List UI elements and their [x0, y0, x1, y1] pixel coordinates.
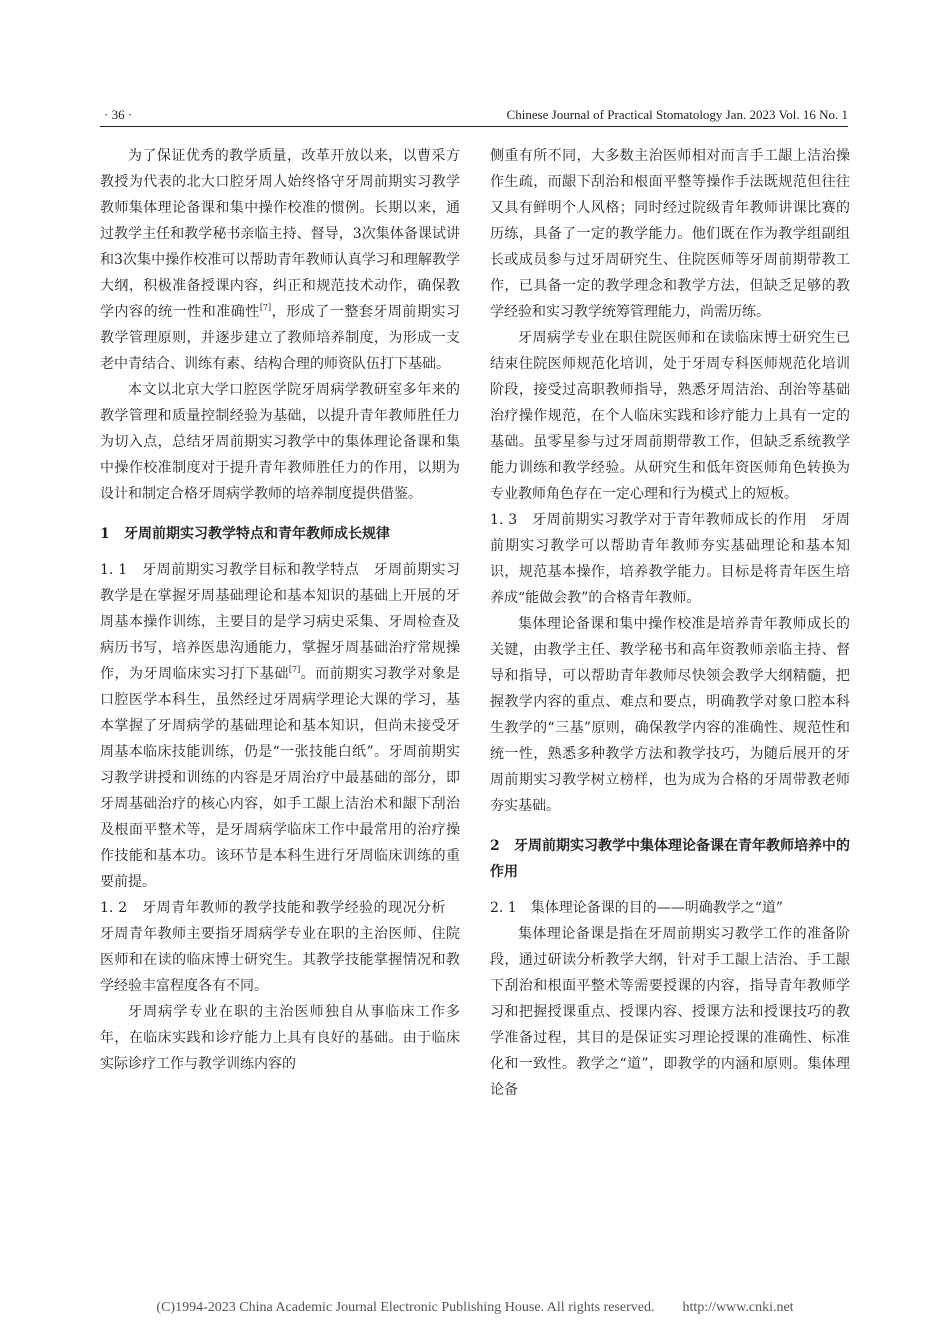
right-column [490, 143, 850, 1103]
paragraph-2-1: 集体理论备课是指在牙周前期实习教学工作的准备阶段，通过研读分析教学大纲，针对手工龈上洁治、手工龈下刮治和根面平整术等需要授课的内容，指导青年教师学习和把握授课重点、授课内容、授课方法和授课技巧的教学准备过程，其目的是保证实习理论授课的准确性、标准化和一致性。教学之“道”，即教学的内涵和原则。集体理论备 [490, 926, 850, 1098]
subsection-2-1-heading: 2. 1 集体理论备课的目的——明确教学之“道” [490, 900, 784, 916]
paragraph-attending-physicians: 牙周病学专业在职的主治医师独自从事临床工作多年，在临床实践和诊疗能力上具有良好的基础。由于临床实际诊疗工作与教学训练内容的 [100, 1004, 460, 1072]
page-number: · 36 · [104, 107, 133, 122]
citation-ref[interactable]: [7] [259, 303, 272, 312]
journal-citation: Chinese Journal of Practical Stomatology Jan. 2023 Vol. 16 No. 1 [506, 107, 848, 122]
subsection-1-3: 1. 3 牙周前期实习教学对于青年教师成长的作用 牙周前期实习教学可以帮助青年教师夯实基础理论和基本知识，规范基本操作，培养教学能力。目标是将青年医生培养成“能做会教”的合格青年教师。 [490, 512, 851, 606]
running-header [100, 104, 848, 127]
citation-ref[interactable]: [7] [288, 665, 301, 674]
paragraph-collective-prep: 集体理论备课和集中操作校准是培养青年教师成长的关键，由教学主任、教学秘书和高年资教师亲临主持、督导和指导，可以帮助青年教师尽快领会教学大纲精髓，把握教学内容的重点、难点和要点，明确教学对象口腔本科生教学的“三基”原则，确保教学内容的准确性、规范性和统一性，熟悉多种教学方法和教学技巧，为随后展开的牙周前期实习教学树立榜样，也为成为合格的牙周带教老师夯实基础。 [490, 616, 850, 814]
intro-paragraph-2: 本文以北京大学口腔医学院牙周病学教研室多年来的教学管理和质量控制经验为基础，以提升青年教师胜任力为切入点，总结牙周前期实习教学中的集体理论备课和集中操作校准制度对于提升青年教师胜任力的作用，以期为设计和制定合格牙周病学教师的培养制度提供借鉴。 [100, 382, 460, 502]
subsection-1-2-heading: 1. 2 牙周青年教师的教学技能和教学经验的现况分析 [100, 900, 446, 916]
subsection-1-1: 1. 1 牙周前期实习教学目标和教学特点 牙周前期实习教学是在掌握牙周基础理论和基本知识的基础上开展的牙周基本操作训练，主要目的是学习病史采集、牙周检查及病历书写，培养医患沟通能力，掌握牙周基础治疗常规操作，为牙周临床实习打下基础[7]。而前期实习教学对象是口腔医学本科生，虽然经过牙周病学理论大课的学习，基本掌握了牙周病学的基础理论和基本知识，但尚未接受牙周基本临床技能训练，仍是“一张技能白纸”。牙周前期实习教学讲授和训练的内容是牙周治疗中最基础的部分，即牙周基础治疗的核心内容，如手工龈上洁治术和龈下刮治及根面平整术等，是牙周病学临床工作中最常用的治疗操作技能和基本功。该环节是本科生进行牙周临床训练的重要前提。 [100, 562, 461, 890]
subsection-1-2: 1. 2 牙周青年教师的教学技能和教学经验的现况分析 牙周青年教师主要指牙周病学专业在职的主治医师、住院医师和在读的临床博士研究生。其教学技能掌握情况和教学经验丰富程度各有不同。 [100, 900, 460, 994]
paragraph-continuation: 侧重有所不同，大多数主治医师相对而言手工龈上洁治操作生疏，而龈下刮治和根面平整等操作手法既规范但往往又具有鲜明个人风格；同时经过院级青年教师讲课比赛的历练，具备了一定的教学能力。他们既在作为教学组副组长或成员参与过牙周研究生、住院医师等牙周前期带教工作，已具备一定的教学理念和教学方法，但缺乏足够的教学经验和实习教学统筹管理能力，尚需历练。 [490, 148, 850, 320]
subsection-1-1-heading: 1. 1 牙周前期实习教学目标和教学特点 [100, 562, 360, 578]
intro-paragraph-1: 为了保证优秀的教学质量，改革开放以来，以曹采方教授为代表的北大口腔牙周人始终恪守牙周前期实习教学教师集体理论备课和集中操作校准的惯例。长期以来，通过教学主任和教学秘书亲临主持、督导，3次集体备课试讲和3次集中操作校准可以帮助青年教师认真学习和理解教学大纲，积极准备授课内容，纠正和规范技术动作，确保教学内容的统一性和准确性[7]，形成了一整套牙周前期实习教学管理原则，并逐步建立了教师培养制度，为形成一支老中青结合、训练有素、结构合理的师资队伍打下基础。 [100, 148, 461, 372]
paragraph-residents: 牙周病学专业在职住院医师和在读临床博士研究生已结束住院医师规范化培训，处于牙周专科医师规范化培训阶段，接受过高职教师指导，熟悉牙周洁治、刮治等基础治疗操作规范，在个人临床实践和诊疗能力上具有一定的基础。虽零星参与过牙周前期带教工作，但缺乏系统教学能力训练和教学经验。从研究生和低年资医师角色转换为专业教师角色存在一定心理和行为模式上的短板。 [490, 330, 850, 502]
section-2-heading: 2 牙周前期实习教学中集体理论备课在青年教师培养中的作用 [490, 838, 850, 880]
copyright-footer: (C)1994-2023 China Academic Journal Electronic Publishing House. All rights reserved. http://www.cnki.net [156, 1300, 794, 1315]
subsection-1-3-heading: 1. 3 牙周前期实习教学对于青年教师成长的作用 [490, 512, 808, 528]
section-1-heading: 1 牙周前期实习教学特点和青年教师成长规律 [100, 526, 390, 542]
left-column [100, 143, 460, 1077]
